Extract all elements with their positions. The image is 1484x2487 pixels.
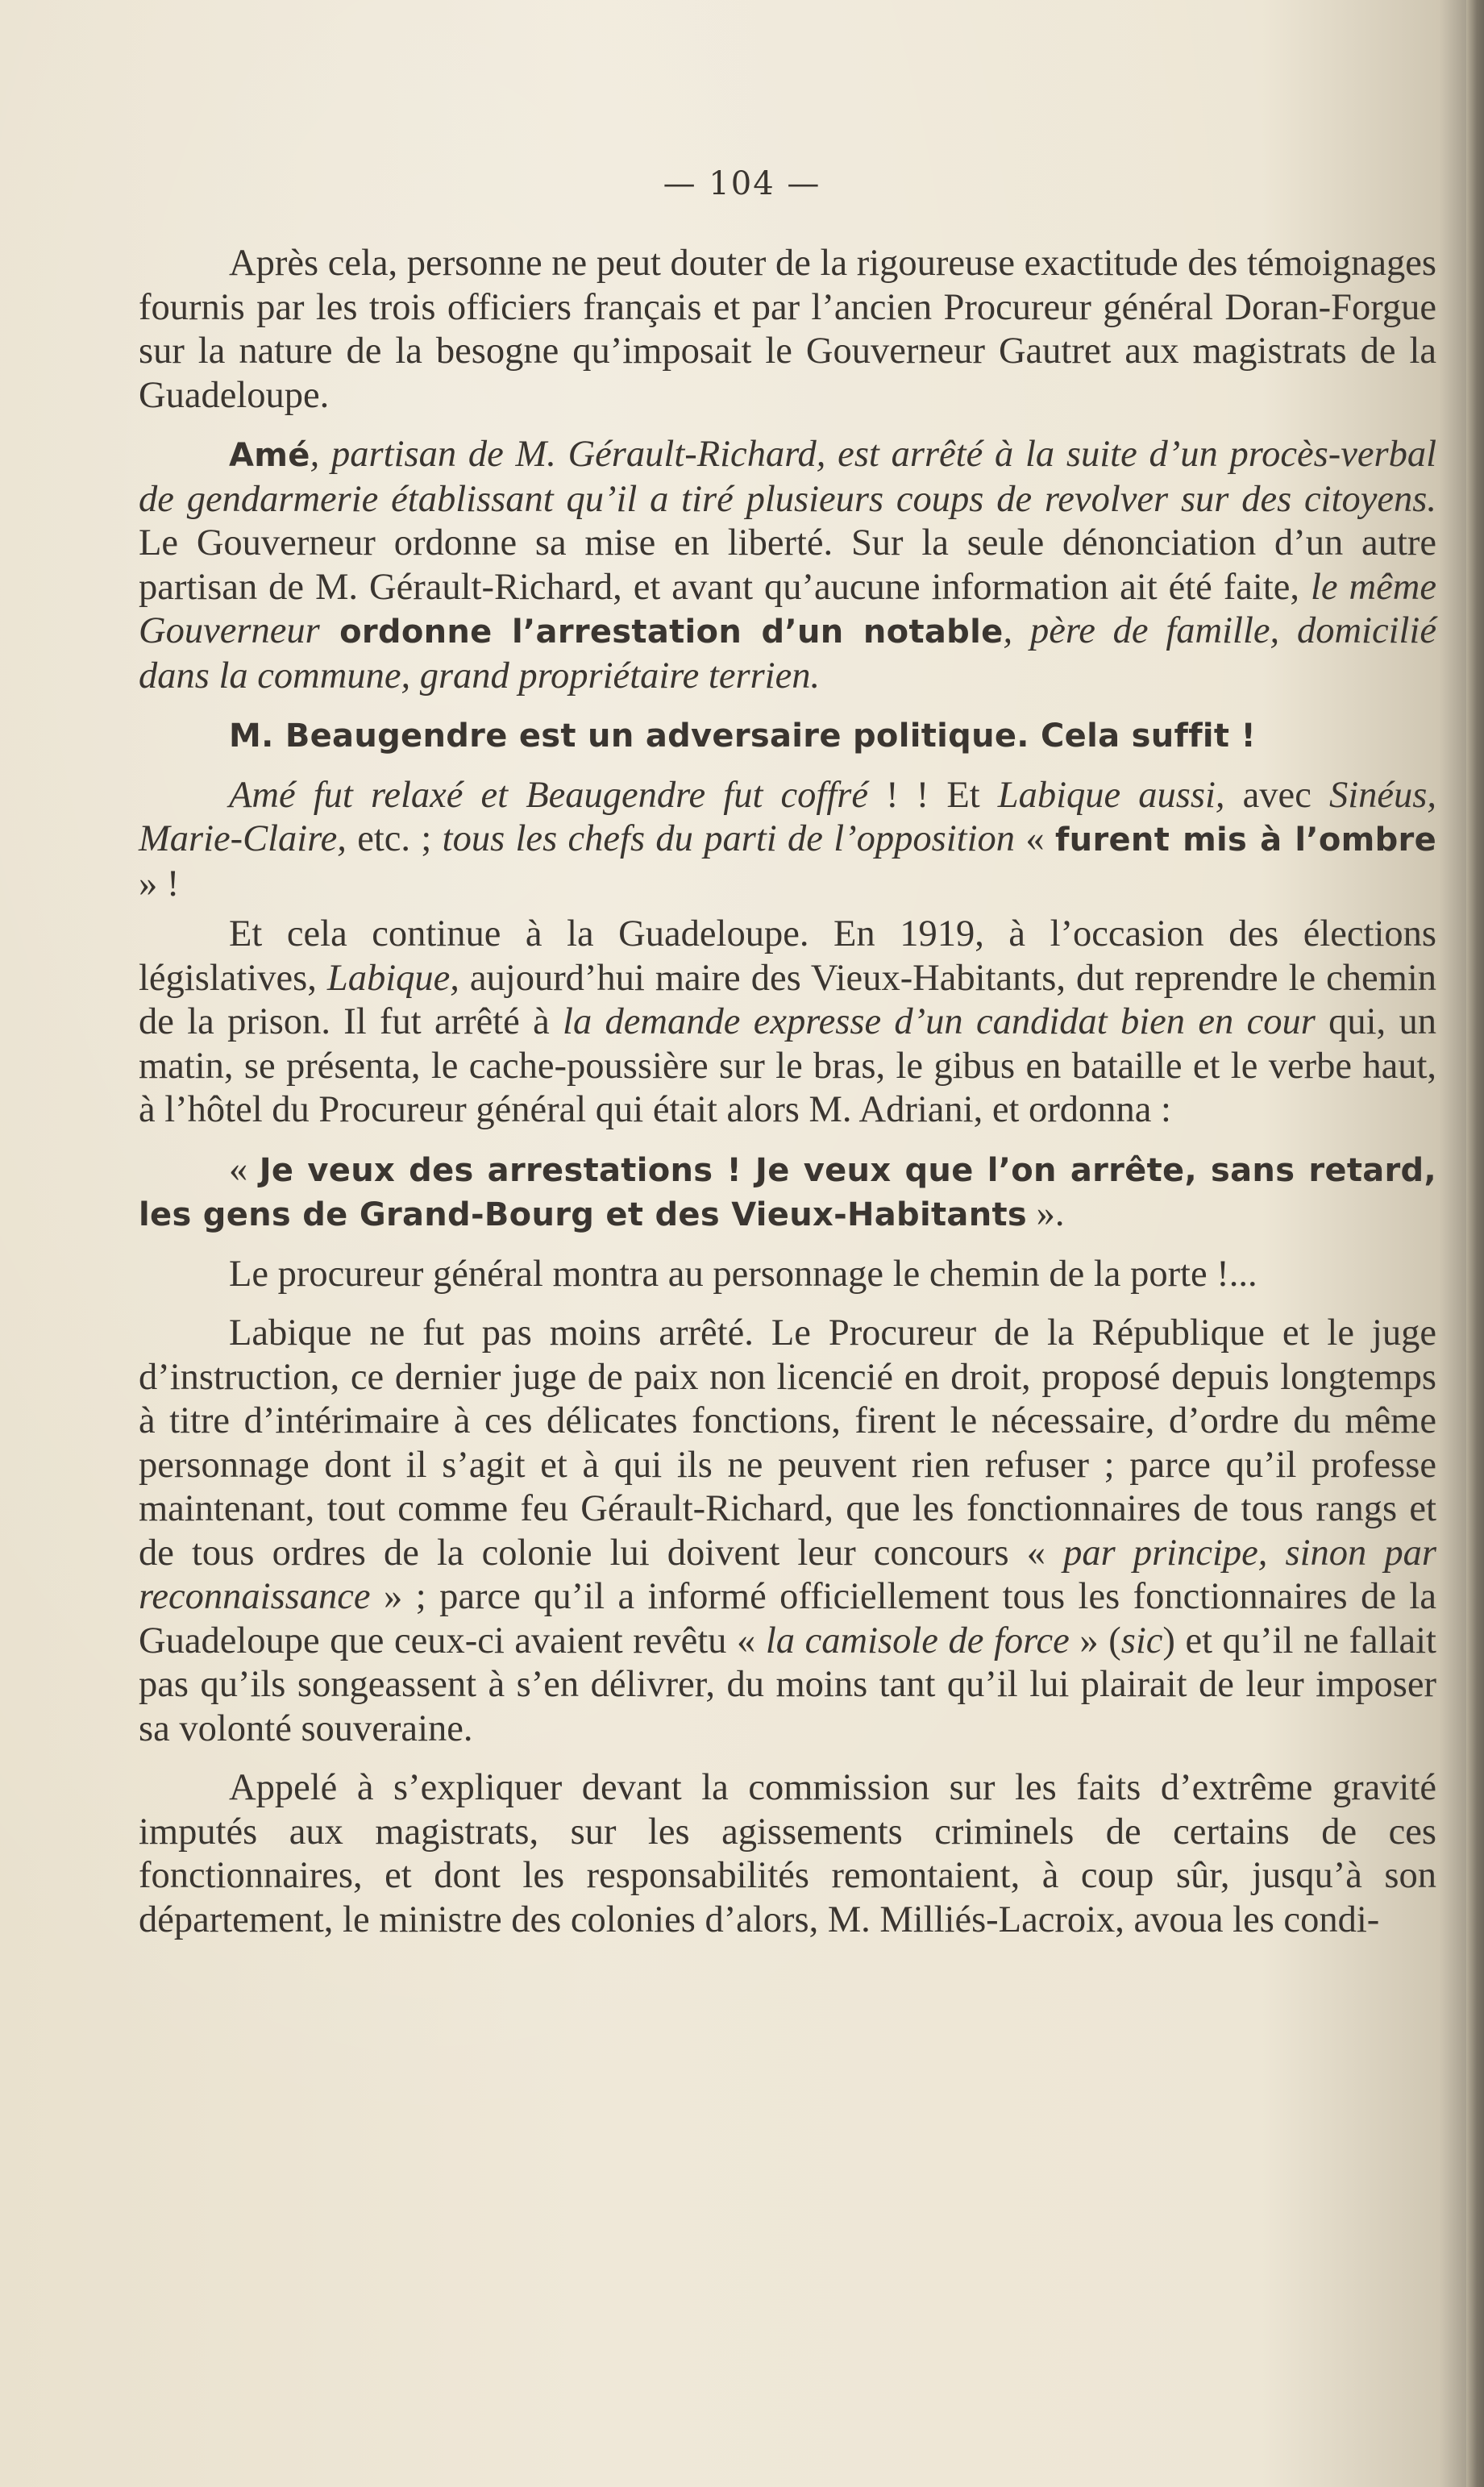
body-text <box>139 242 1436 1942</box>
roman-text: Le Gouverneur ordonne sa mise en liberté. Sur la seule dénonciation d’un autre partisan de M. Gérault-Richard, et avant qu’aucune information ait été faite, <box>139 522 1436 608</box>
italic-notable-description: , père de famille, domicilié dans la commune, grand propriétaire terrien. <box>139 610 1436 697</box>
bold-arrest-quote: Je veux des arrestations ! Je veux que l’on arrête, sans retard, les gens de Grand-Bourg et des Vieux-Habitants <box>139 1151 1436 1233</box>
paragraph-8 <box>139 1312 1436 1751</box>
italic-candidate-request: la demande expresse d’un candidat bien en cour <box>563 1001 1316 1042</box>
paragraph-6-quote <box>139 1148 1436 1237</box>
paragraph-5 <box>139 913 1436 1133</box>
roman-text: qui, un matin, se présenta, le cache-poussière sur le bras, le gibus en bataille et le verbe haut, à l’hôtel du Procureur général qui était alors M. Adriani, et ordonna : <box>139 1001 1436 1130</box>
paragraph-2 <box>139 433 1436 698</box>
roman-text: aujourd’hui maire des Vieux-Habitants, dut reprendre le chemin de la prison. Il fut arrêté à <box>139 957 1436 1042</box>
roman-text: ! ! Et <box>867 774 998 816</box>
italic-straitjacket: la camisole de force <box>765 1620 1070 1661</box>
roman-text: « <box>229 1148 260 1190</box>
roman-text: Et cela continue à la Guadeloupe. En 1919, à l’occasion des élections législatives, <box>139 913 1436 999</box>
paragraph-1: Après cela, personne ne peut douter de la rigoureuse exactitude des témoignages fournis par les trois officiers français et par l’ancien Procureur général Doran-Forgue sur la nature de la besogne qu’imposait le Gouverneur Gautret aux magistrats de la Guadeloupe. <box>139 243 1436 416</box>
bold-put-in-shade: furent mis à l’ombre <box>1054 821 1437 859</box>
italic-labique: Labique aussi, <box>997 774 1225 816</box>
italic-arrest-report: , partisan de M. Gérault-Richard, est arrêté à la suite d’un procès-verbal de gendarmerie établissant qu’il a tiré plusieurs coups de revolver sur des citoyens. <box>139 434 1436 520</box>
italic-labique: Labique, <box>326 957 459 999</box>
paragraph-7: Le procureur général montra au personnage le chemin de la porte !... <box>229 1253 1257 1295</box>
roman-text: Labique ne fut pas moins arrêté. Le Procureur de la République et le juge d’instruction, ce dernier juge de paix non licencié en droit, proposé depuis longtemps à titre d’intérimaire à ces délicates fonctions, firent le nécessaire, d’ordre du même personnage dont il s’agit et à qui ils ne peuvent rien refuser ; parce qu’il professe maintenant, tout comme feu Gérault-Richard, que les fonctionnaires de tous rangs et de tous ordres de la colonie lui doivent leur concours « <box>139 1312 1436 1574</box>
italic-names: Sinéus, Marie-Claire, <box>139 774 1436 859</box>
page-number: — 104 — <box>663 165 821 202</box>
italic-relaxed: Amé fut relaxé et Beaugendre fut coffré <box>229 774 868 816</box>
roman-text: » ; parce qu’il a informé officiellement tous les fonctionnaires de la Guadeloupe que ceux-ci avaient revêtu « <box>139 1576 1436 1661</box>
roman-text: » ! <box>139 863 180 905</box>
italic-sic: sic <box>1120 1620 1163 1661</box>
italic-opposition-chiefs: tous les chefs du parti de l’opposition <box>442 818 1016 859</box>
bold-beaugendre: M. Beaugendre est un adversaire politique. Cela suffit ! <box>229 717 1257 755</box>
paragraph-9: Appelé à s’expliquer devant la commission sur les faits d’extrême gravité imputés aux magistrats, sur les agissements criminels de certains de ces fonctionnaires, et dont les responsabilités remontaient, à coup sûr, jusqu’à son département, le ministre des colonies d’alors, M. Milliés-Lacroix, avoua les condi- <box>139 1767 1436 1940</box>
italic-by-principle: par principe, sinon par reconnaissance <box>139 1532 1437 1617</box>
bold-notable-arrest: ordonne l’arrestation d’un notable <box>319 613 1004 651</box>
paragraph-3 <box>139 713 1436 759</box>
roman-text: etc. ; <box>346 818 443 859</box>
page-spine-shadow <box>1466 0 1484 2487</box>
roman-text: avec <box>1224 774 1329 816</box>
roman-text: ». <box>1027 1193 1065 1234</box>
roman-text: » ( <box>1069 1620 1121 1661</box>
name-ame: Amé <box>229 437 310 474</box>
roman-text: ) et qu’il ne fallait pas qu’ils songeassent à s’en délivrer, du moins tant qu’il lui plairait de leur imposer sa volonté souveraine. <box>139 1620 1436 1749</box>
roman-text: « <box>1015 818 1055 859</box>
paragraph-4 <box>139 774 1436 907</box>
italic-same-governor: le même Gouverneur <box>139 566 1437 651</box>
